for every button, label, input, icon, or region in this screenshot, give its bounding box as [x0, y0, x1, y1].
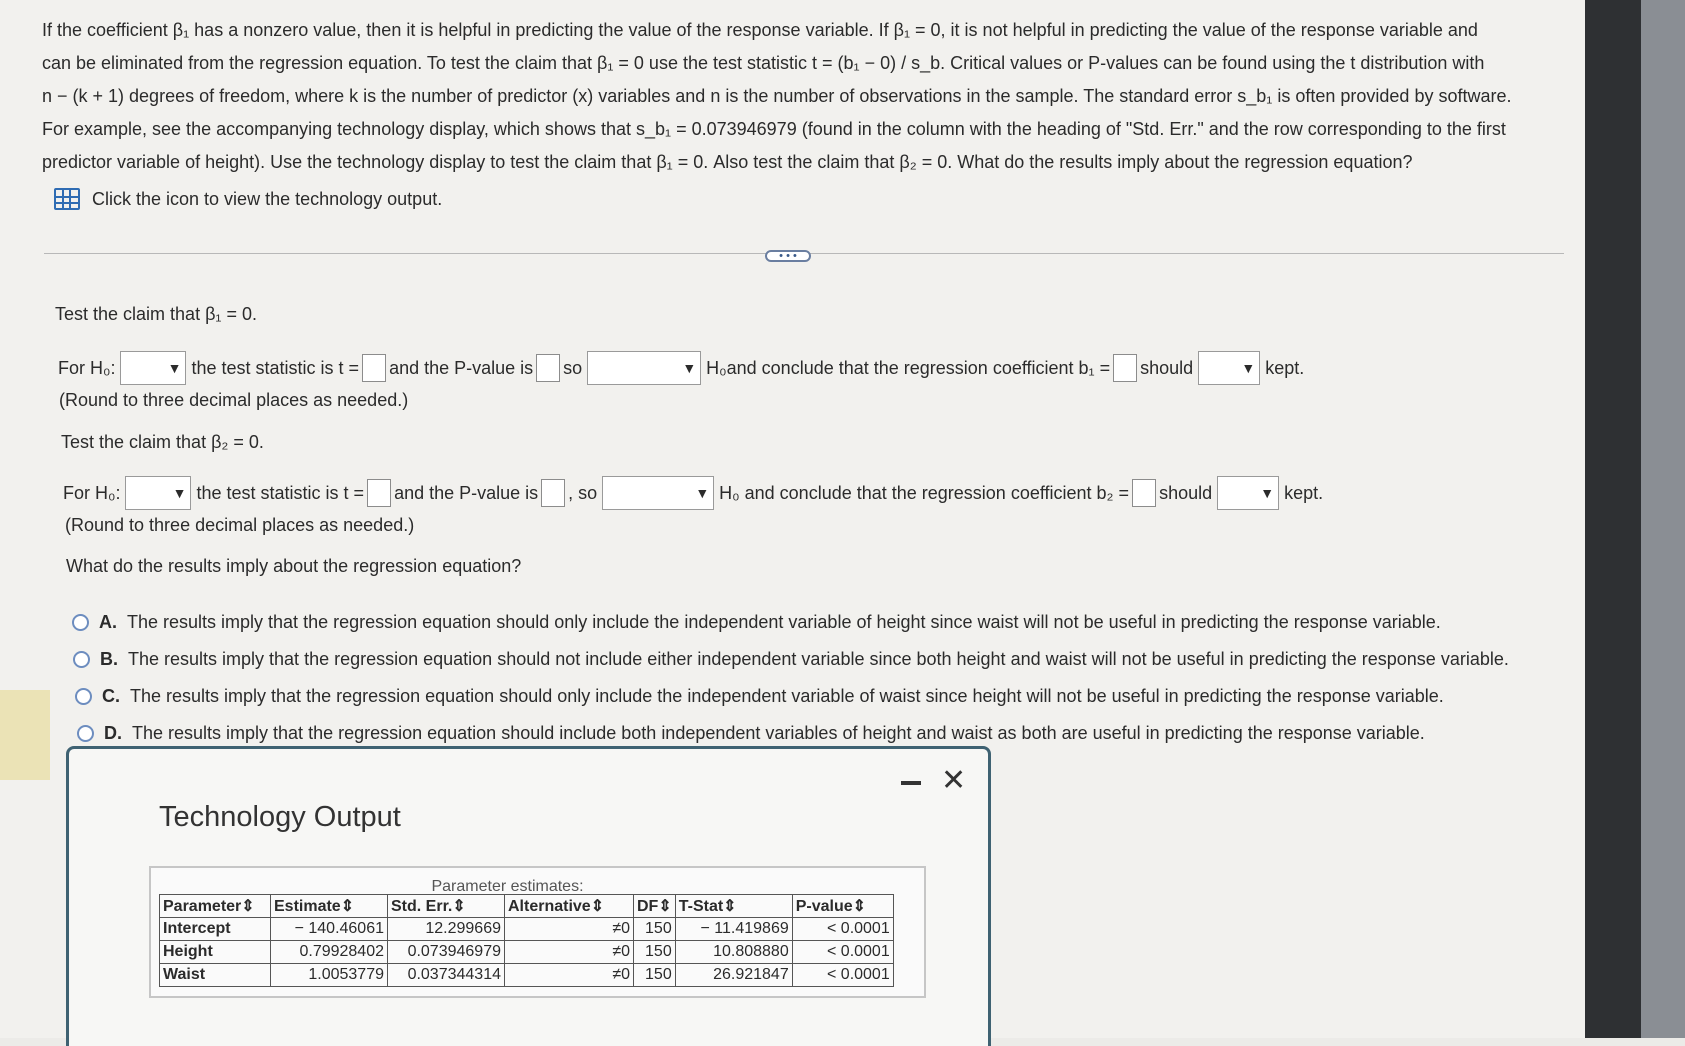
p-value-label: and the P-value is [389, 357, 534, 378]
option-text: The results imply that the regression equation should not include either independent variable since both height and waist will not be useful in predicting the response variable. [128, 649, 1509, 669]
chevron-down-icon: ▼ [1241, 360, 1256, 376]
p-value-cell: < 0.0001 [792, 964, 893, 987]
option-text: The results imply that the regression equation should only include the independent variable of height since waist will not be useful in predicting the response variable. [127, 612, 1441, 632]
q1-coefficient-input[interactable] [1113, 354, 1137, 382]
std-err-cell: 12.299669 [388, 918, 505, 941]
column-header[interactable]: Estimate⇕ [271, 895, 388, 918]
expand-more-button[interactable]: • • • [765, 250, 811, 262]
table-row [160, 918, 894, 941]
intro-line: predictor variable of height). Use the technology display to test the claim that β₁ = 0. Also test the claim that β₂ = 0. What do the results imply about the regression equation? [42, 152, 1413, 172]
q2-kept-dropdown[interactable] [1217, 476, 1279, 510]
t-stat-cell: 10.808880 [675, 941, 792, 964]
std-err-cell: 0.073946979 [388, 941, 505, 964]
h0-conclude-label: H₀ and conclude that the regression coefficient b₂ = [719, 482, 1130, 503]
intro-line: n − (k + 1) degrees of freedom, where k is the number of predictor (x) variables and n is the number of observations in the sample. The standard error s_b₁ is often provided by software. [42, 86, 1512, 106]
h0-conclude-label: H₀and conclude that the regression coefficient b₁ = [706, 357, 1111, 378]
table-grid-icon[interactable] [54, 188, 80, 210]
df-cell: 150 [634, 918, 676, 941]
table-row [160, 964, 894, 987]
estimate-cell: 0.79928402 [271, 941, 388, 964]
option-text: The results imply that the regression equation should include both independent variables of height and waist as both are useful in predicting the response variable. [132, 723, 1425, 743]
radio-button[interactable] [75, 688, 92, 705]
estimate-cell: 1.0053779 [271, 964, 388, 987]
q1-decision-dropdown[interactable] [587, 351, 701, 385]
q2-answer-row [63, 476, 1323, 510]
df-cell: 150 [634, 941, 676, 964]
parameter-estimates-table [159, 894, 894, 987]
test-statistic-label: the test statistic is t = [191, 357, 360, 378]
screen-bezel [1585, 0, 1685, 1038]
intro-line: If the coefficient β₁ has a nonzero value, then it is helpful in predicting the value of the response variable. If β₁ = 0, it is not helpful in predicting the value of the response variable and [42, 20, 1478, 40]
t-stat-cell: 26.921847 [675, 964, 792, 987]
option-letter: D. [104, 723, 122, 743]
problem-statement [42, 14, 1552, 179]
column-header[interactable]: DF⇕ [634, 895, 676, 918]
radio-button[interactable] [72, 614, 89, 631]
alternative-cell: ≠0 [505, 918, 634, 941]
q2-coefficient-input[interactable] [1132, 479, 1156, 507]
option-letter: C. [102, 686, 120, 706]
q1-p-value-input[interactable] [536, 354, 560, 382]
std-err-cell: 0.037344314 [388, 964, 505, 987]
intro-line: can be eliminated from the regression equation. To test the claim that β₁ = 0 use the test statistic t = (b₁ − 0) / s_b. Critical values or P-values can be found using the t distribution with [42, 53, 1485, 73]
table-row [160, 941, 894, 964]
side-highlight-tab [0, 690, 50, 780]
p-value-label: and the P-value is [394, 482, 539, 503]
option-c[interactable] [75, 686, 1444, 707]
so-label: , so [568, 482, 598, 503]
q1-round-note: (Round to three decimal places as needed.) [59, 390, 409, 410]
q2-heading: Test the claim that β₂ = 0. [61, 432, 264, 452]
column-header[interactable]: Parameter⇕ [160, 895, 271, 918]
technology-output-link-label: Click the icon to view the technology output. [92, 188, 443, 209]
q1-answer-row [58, 351, 1304, 385]
q1-t-statistic-input[interactable] [362, 354, 386, 382]
intro-line: For example, see the accompanying technology display, which shows that s_b₁ = 0.073946979 (found in the column with the heading of "Std. Err." and the row corresponding to the first [42, 119, 1506, 139]
q3-question: What do the results imply about the regression equation? [66, 556, 522, 576]
column-header[interactable]: Std. Err.⇕ [388, 895, 505, 918]
chevron-down-icon: ▼ [167, 360, 182, 376]
q2-p-value-input[interactable] [541, 479, 565, 507]
q1-h0-dropdown[interactable] [120, 351, 186, 385]
technology-output-title: Technology Output [159, 801, 401, 833]
option-letter: B. [100, 649, 118, 669]
option-letter: A. [99, 612, 117, 632]
chevron-down-icon: ▼ [1260, 485, 1275, 501]
kept-label: kept. [1265, 357, 1305, 378]
option-d[interactable] [77, 723, 1425, 744]
radio-button[interactable] [73, 651, 90, 668]
parameter-cell: Height [160, 941, 271, 964]
for-h0-label: For H₀: [63, 482, 121, 503]
minimize-icon[interactable] [901, 781, 921, 785]
table-header-row [160, 895, 894, 918]
bezel-edge [1641, 0, 1685, 1038]
estimate-cell: − 140.46061 [271, 918, 388, 941]
table-caption: Parameter estimates: [431, 878, 584, 895]
q2-h0-dropdown[interactable] [125, 476, 191, 510]
q2-decision-dropdown[interactable] [602, 476, 714, 510]
column-header[interactable]: Alternative⇕ [505, 895, 634, 918]
df-cell: 150 [634, 964, 676, 987]
q2-t-statistic-input[interactable] [367, 479, 391, 507]
alternative-cell: ≠0 [505, 964, 634, 987]
for-h0-label: For H₀: [58, 357, 116, 378]
chevron-down-icon: ▼ [695, 485, 710, 501]
technology-output-link[interactable] [54, 188, 442, 210]
parameter-cell: Waist [160, 964, 271, 987]
should-label: should [1140, 357, 1194, 378]
t-stat-cell: − 11.419869 [675, 918, 792, 941]
chevron-down-icon: ▼ [682, 360, 697, 376]
kept-label: kept. [1284, 482, 1324, 503]
chevron-down-icon: ▼ [172, 485, 187, 501]
so-label: so [563, 357, 583, 378]
radio-button[interactable] [77, 725, 94, 742]
option-b[interactable] [73, 649, 1509, 670]
close-icon[interactable]: ✕ [941, 764, 967, 797]
parameter-estimates-panel [149, 866, 926, 998]
alternative-cell: ≠0 [505, 941, 634, 964]
parameter-cell: Intercept [160, 918, 271, 941]
q1-heading: Test the claim that β₁ = 0. [55, 304, 258, 324]
p-value-cell: < 0.0001 [792, 941, 893, 964]
p-value-cell: < 0.0001 [792, 918, 893, 941]
test-statistic-label: the test statistic is t = [196, 482, 365, 503]
column-header[interactable]: P-value⇕ [792, 895, 893, 918]
option-a[interactable] [72, 612, 1441, 633]
q2-round-note: (Round to three decimal places as needed.) [65, 515, 415, 535]
q1-kept-dropdown[interactable] [1198, 351, 1260, 385]
column-header[interactable]: T-Stat⇕ [675, 895, 792, 918]
technology-output-window [66, 746, 991, 1046]
should-label: should [1159, 482, 1213, 503]
option-text: The results imply that the regression equation should only include the independent variable of waist since height will not be useful in predicting the response variable. [130, 686, 1444, 706]
